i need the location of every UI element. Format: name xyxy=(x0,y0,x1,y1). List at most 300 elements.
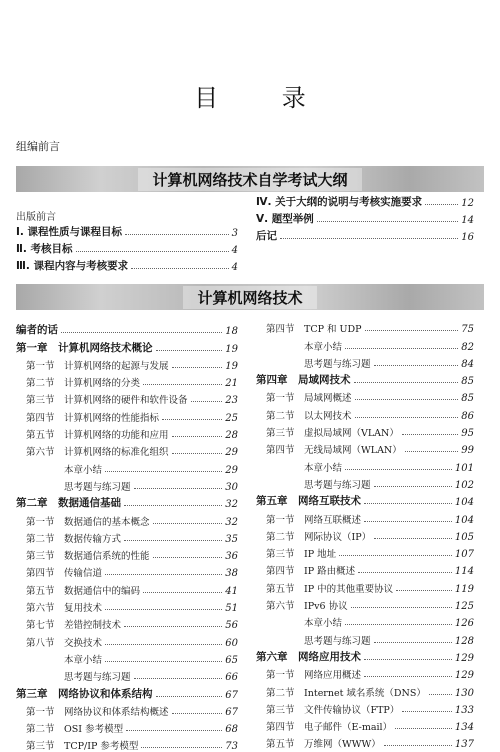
toc-page-number: 25 xyxy=(225,412,238,424)
toc-entry[interactable] xyxy=(256,209,474,226)
toc-page-number: 56 xyxy=(225,620,238,632)
toc-section-number: 第六节 xyxy=(26,447,55,459)
toc-leader-dots xyxy=(395,728,452,729)
toc-entry-label: Ⅱ. 考核目标 xyxy=(16,243,73,256)
toc-section-title: 思考题与练习题 xyxy=(304,479,371,491)
toc-entry-label xyxy=(256,667,361,681)
toc-entry-label xyxy=(256,321,362,335)
toc-section-title: 无线局域网（WLAN） xyxy=(304,445,402,457)
toc-leader-dots xyxy=(105,609,222,610)
toc-entry-label: 后记 xyxy=(256,229,277,242)
toc-section-number: 第一节 xyxy=(266,393,295,405)
toc-entry[interactable] xyxy=(256,404,474,421)
toc-section-number: 第五节 xyxy=(266,583,295,595)
toc-section-title: 本章小结 xyxy=(64,464,103,476)
page-title: 目 录 xyxy=(194,84,334,112)
toc-page-number: 82 xyxy=(461,341,474,353)
toc-leader-dots xyxy=(153,523,223,524)
toc-leader-dots xyxy=(126,730,222,731)
toc-page-number: 28 xyxy=(225,430,238,442)
toc-entry-label xyxy=(256,702,399,716)
toc-leader-dots xyxy=(402,711,452,712)
toc-entry[interactable] xyxy=(16,458,238,475)
toc-entry-label xyxy=(16,617,121,631)
toc-entry-label xyxy=(16,635,102,649)
syllabus-toc-right xyxy=(256,176,474,243)
toc-leader-dots xyxy=(345,348,458,349)
toc-page-number: 95 xyxy=(461,428,474,440)
toc-section-number: 第一节 xyxy=(266,514,295,526)
toc-page-number: 16 xyxy=(461,231,474,243)
toc-section-number: 第四节 xyxy=(266,445,295,457)
toc-section-number: 第五节 xyxy=(26,585,55,597)
toc-entry[interactable] xyxy=(256,595,474,612)
toc-entry-label xyxy=(256,546,336,560)
toc-entry[interactable] xyxy=(16,223,238,240)
syllabus-toc-left xyxy=(16,206,238,273)
toc-page-number: 21 xyxy=(225,378,238,390)
toc-entry-label: Ⅰ. 课程性质与课程目标 xyxy=(16,226,123,239)
toc-section-title: TCP/IP 参考模型 xyxy=(64,741,139,752)
toc-leader-dots xyxy=(143,384,222,385)
toc-entry-label xyxy=(256,736,381,750)
toc-leader-dots xyxy=(131,268,229,269)
toc-entry[interactable] xyxy=(256,456,474,473)
toc-section-number: 第四节 xyxy=(26,412,55,424)
toc-section-title: 数据通信的基本概念 xyxy=(64,516,150,528)
toc-leader-dots xyxy=(105,644,222,645)
toc-leader-dots xyxy=(76,251,229,252)
toc-page-number: 41 xyxy=(225,585,238,597)
toc-section-number: 第三节 xyxy=(26,741,55,752)
toc-page-number: 19 xyxy=(225,360,238,372)
toc-section-number: 第五节 xyxy=(26,430,55,442)
toc-entry[interactable] xyxy=(256,335,474,352)
toc-page-number: 102 xyxy=(454,479,474,491)
toc-entry[interactable] xyxy=(16,528,238,545)
toc-entry-label xyxy=(256,633,371,647)
toc-section-number: 第二节 xyxy=(266,531,295,543)
book-banner-title: 计算机网络技术 xyxy=(183,286,316,309)
toc-entry[interactable] xyxy=(256,716,474,733)
toc-entry-label xyxy=(256,685,426,699)
toc-page-number: 129 xyxy=(454,670,474,682)
book-banner xyxy=(16,284,484,310)
toc-entry[interactable] xyxy=(256,318,474,335)
toc-page-number: 35 xyxy=(225,533,238,545)
toc-leader-dots xyxy=(396,590,452,591)
toc-leader-dots xyxy=(374,365,459,366)
toc-leader-dots xyxy=(317,221,458,222)
toc-entry[interactable] xyxy=(256,439,474,456)
toc-entry-label xyxy=(16,600,102,614)
toc-section-title: 本章小结 xyxy=(304,341,343,353)
toc-entry-label: Ⅴ. 题型举例 xyxy=(256,213,314,226)
toc-page-number: 29 xyxy=(225,464,238,476)
toc-entry[interactable] xyxy=(256,353,474,370)
toc-leader-dots xyxy=(156,696,223,697)
toc-leader-dots xyxy=(162,419,222,420)
toc-entry[interactable] xyxy=(16,239,238,256)
toc-entry[interactable] xyxy=(256,647,474,664)
toc-entry-label xyxy=(256,477,371,491)
toc-page-number: 14 xyxy=(461,215,474,227)
toc-entry[interactable] xyxy=(16,718,238,735)
toc-entry-label xyxy=(16,738,138,752)
toc-leader-dots xyxy=(402,434,458,435)
toc-entry[interactable] xyxy=(16,441,238,458)
toc-leader-dots xyxy=(61,332,222,333)
book-toc-right xyxy=(256,318,474,750)
toc-entry-label xyxy=(16,548,150,562)
toc-entry-label xyxy=(256,615,342,629)
toc-section-number: 第二节 xyxy=(26,533,55,545)
toc-page-number: 99 xyxy=(461,445,474,457)
toc-section-number: 第六节 xyxy=(266,601,295,613)
toc-entry xyxy=(256,176,474,193)
toc-entry[interactable] xyxy=(256,422,474,439)
toc-entry-label xyxy=(256,408,352,422)
toc-entry-label xyxy=(16,444,169,458)
toc-page-number: 65 xyxy=(225,654,238,666)
toc-section-number: 第四节 xyxy=(26,568,55,580)
toc-section-title: 交换技术 xyxy=(64,637,103,649)
toc-entry-label xyxy=(16,462,102,476)
toc-page-number: 101 xyxy=(454,462,474,474)
toc-entry[interactable] xyxy=(16,562,238,579)
toc-entry[interactable] xyxy=(16,320,238,337)
toc-entry[interactable] xyxy=(256,733,474,750)
toc-page-number: 119 xyxy=(454,583,474,595)
toc-leader-dots xyxy=(172,713,223,714)
toc-entry-label xyxy=(16,514,150,528)
toc-leader-dots xyxy=(156,350,223,351)
toc-leader-dots xyxy=(191,401,223,402)
toc-section-title: 万维网（WWW） xyxy=(304,739,381,751)
toc-entry-label xyxy=(256,442,402,456)
toc-leader-dots xyxy=(105,661,222,662)
toc-section-title: 以太网技术 xyxy=(304,410,352,422)
toc-page-number: 23 xyxy=(225,395,238,407)
toc-entry-label xyxy=(256,390,352,404)
toc-section-title: 思考题与练习题 xyxy=(64,672,131,684)
toc-entry[interactable] xyxy=(256,387,474,404)
toc-entry[interactable] xyxy=(256,226,474,243)
toc-section-number: 第一节 xyxy=(26,360,55,372)
toc-entry[interactable] xyxy=(256,543,474,560)
toc-leader-dots xyxy=(354,382,459,383)
toc-page-number: 32 xyxy=(225,516,238,528)
toc-leader-dots xyxy=(345,624,452,625)
toc-leader-dots xyxy=(425,204,458,205)
toc-entry-label xyxy=(256,529,371,543)
toc-section-title: 复用技术 xyxy=(64,603,103,615)
toc-section-title: TCP 和 UDP xyxy=(304,324,362,336)
toc-leader-dots xyxy=(351,607,452,608)
toc-page-number: 4 xyxy=(231,261,238,273)
toc-entry-label: 出版前言 xyxy=(16,211,56,223)
toc-page-number: 85 xyxy=(461,376,474,388)
toc-entry[interactable] xyxy=(256,560,474,577)
toc-page-number: 128 xyxy=(454,635,474,647)
toc-section-title: IP 中的其他重要协议 xyxy=(304,583,394,595)
toc-entry[interactable] xyxy=(256,612,474,629)
toc-entry-label xyxy=(256,563,355,577)
toc-section-number: 第三节 xyxy=(266,428,295,440)
book-toc-left xyxy=(16,320,238,752)
toc-entry-label xyxy=(256,460,342,474)
toc-entry[interactable] xyxy=(16,389,238,406)
preface-entry[interactable]: 组编前言 xyxy=(16,140,60,153)
toc-page-number: 51 xyxy=(225,603,238,615)
toc-page-number: 104 xyxy=(454,497,474,509)
toc-entry[interactable] xyxy=(16,424,238,441)
toc-leader-dots xyxy=(172,367,223,368)
toc-section-number: 第一节 xyxy=(266,670,295,682)
toc-section-title: 本章小结 xyxy=(304,618,343,630)
toc-leader-dots xyxy=(124,626,222,627)
toc-entry[interactable] xyxy=(256,474,474,491)
toc-section-title: 计算机网络的分类 xyxy=(64,378,141,390)
toc-page-number: 134 xyxy=(454,722,474,734)
toc-leader-dots xyxy=(384,745,452,746)
toc-leader-dots xyxy=(374,538,452,539)
toc-entry-label xyxy=(256,425,399,439)
toc-leader-dots xyxy=(134,488,223,489)
toc-section-title: 计算机网络的标准化组织 xyxy=(64,447,169,459)
toc-section-title: 文件传输协议（FTP） xyxy=(304,704,400,716)
toc-page-number: 19 xyxy=(225,343,238,355)
toc-section-title: 网络协议和体系结构概述 xyxy=(64,706,169,718)
toc-page-number: 3 xyxy=(231,228,238,240)
toc-entry[interactable] xyxy=(256,681,474,698)
toc-entry[interactable] xyxy=(256,370,474,387)
toc-section-number: 第二节 xyxy=(266,410,295,422)
toc-page-number: 12 xyxy=(461,198,474,210)
toc-entry-label xyxy=(256,512,361,526)
toc-page-number: 105 xyxy=(454,531,474,543)
toc-section-title: 思考题与练习题 xyxy=(64,481,131,493)
toc-entry[interactable] xyxy=(16,372,238,389)
toc-entry-label: 第六章 网络应用技术 xyxy=(256,650,361,663)
toc-entry-label xyxy=(16,479,131,493)
toc-entry-label xyxy=(16,721,123,735)
toc-page-number: 67 xyxy=(225,689,238,701)
toc-section-title: 本章小结 xyxy=(64,654,103,666)
toc-section-number: 第八节 xyxy=(26,637,55,649)
toc-entry[interactable] xyxy=(16,337,238,354)
toc-entry[interactable] xyxy=(256,577,474,594)
toc-section-title: 差错控制技术 xyxy=(64,620,122,632)
toc-page-number: 30 xyxy=(225,481,238,493)
toc-entry-label xyxy=(16,375,140,389)
toc-leader-dots xyxy=(339,555,452,556)
toc-entry-label xyxy=(16,565,102,579)
toc-leader-dots xyxy=(429,694,452,695)
toc-page-number: 29 xyxy=(225,447,238,459)
syllabus-banner-title: 计算机网络技术自学考试大纲 xyxy=(138,168,361,191)
toc-section-title: Internet 域名系统（DNS） xyxy=(304,687,426,699)
toc-entry[interactable] xyxy=(16,206,238,223)
toc-entry-label xyxy=(256,598,348,612)
toc-entry-label xyxy=(256,581,393,595)
toc-leader-dots xyxy=(134,678,223,679)
toc-leader-dots xyxy=(124,505,222,506)
toc-entry[interactable] xyxy=(16,493,238,510)
toc-entry-label xyxy=(16,669,131,683)
toc-leader-dots xyxy=(105,471,222,472)
toc-entry-label: 第二章 数据通信基础 xyxy=(16,497,121,510)
toc-entry-label xyxy=(16,358,169,372)
toc-page-number: 38 xyxy=(225,568,238,580)
toc-leader-dots xyxy=(405,451,459,452)
toc-leader-dots xyxy=(125,234,229,235)
toc-leader-dots xyxy=(280,238,458,239)
toc-entry[interactable] xyxy=(16,683,238,700)
toc-section-number: 第四节 xyxy=(266,722,295,734)
toc-page-number: 18 xyxy=(225,326,238,338)
toc-page-number: 4 xyxy=(231,245,238,257)
toc-section-title: IP 路由概述 xyxy=(304,566,356,578)
toc-leader-dots xyxy=(355,399,459,400)
toc-page-number: 114 xyxy=(454,566,474,578)
toc-page-number: 125 xyxy=(454,601,474,613)
toc-leader-dots xyxy=(105,574,222,575)
toc-entry-label xyxy=(16,427,169,441)
toc-section-number: 第二节 xyxy=(26,378,55,390)
toc-entry-label: 第一章 计算机网络技术概论 xyxy=(16,341,153,354)
toc-entry[interactable] xyxy=(16,701,238,718)
toc-leader-dots xyxy=(364,659,452,660)
toc-entry[interactable] xyxy=(256,491,474,508)
toc-entry[interactable] xyxy=(16,735,238,752)
toc-entry[interactable] xyxy=(16,406,238,423)
toc-entry-label: 第五章 网络互联技术 xyxy=(256,495,361,508)
toc-section-title: 电子邮件（E-mail） xyxy=(304,722,393,734)
toc-section-title: 计算机网络的硬件和软件设备 xyxy=(64,395,188,407)
toc-leader-dots xyxy=(364,503,452,504)
toc-entry-label xyxy=(16,531,121,545)
toc-leader-dots xyxy=(365,330,459,331)
toc-entry-label xyxy=(256,356,371,370)
toc-entry-label xyxy=(256,339,342,353)
toc-page-number: 36 xyxy=(225,551,238,563)
toc-section-title: 计算机网络的性能指标 xyxy=(64,412,160,424)
toc-page-number: 107 xyxy=(454,549,474,561)
toc-entry[interactable] xyxy=(16,614,238,631)
toc-page-number: 32 xyxy=(225,499,238,511)
toc-leader-dots xyxy=(172,436,223,437)
toc-page-number: 86 xyxy=(461,410,474,422)
toc-entry[interactable] xyxy=(256,664,474,681)
toc-entry[interactable] xyxy=(16,256,238,273)
toc-leader-dots xyxy=(364,676,452,677)
toc-section-number: 第一节 xyxy=(26,516,55,528)
toc-page-number: 130 xyxy=(454,687,474,699)
toc-page-number: 66 xyxy=(225,672,238,684)
toc-entry-label xyxy=(16,410,159,424)
toc-entry-label: Ⅲ. 课程内容与考核要求 xyxy=(16,259,129,272)
toc-leader-dots xyxy=(141,747,222,748)
toc-entry-label: 第四章 局域网技术 xyxy=(256,374,351,387)
toc-section-title: OSI 参考模型 xyxy=(64,724,124,736)
toc-entry[interactable] xyxy=(256,629,474,646)
toc-page-number: 73 xyxy=(225,741,238,752)
toc-leader-dots xyxy=(124,540,222,541)
toc-section-number: 第六节 xyxy=(26,603,55,615)
toc-section-number: 第四节 xyxy=(266,324,295,336)
toc-section-title: 数据通信系统的性能 xyxy=(64,551,150,563)
toc-page-number: 133 xyxy=(454,704,474,716)
toc-page-number: 129 xyxy=(454,652,474,664)
toc-section-title: 计算机网络的功能和应用 xyxy=(64,430,169,442)
toc-page-number: 126 xyxy=(454,618,474,630)
toc-section-title: 计算机网络的起源与发展 xyxy=(64,360,169,372)
toc-section-number: 第二节 xyxy=(26,724,55,736)
toc-entry[interactable] xyxy=(256,699,474,716)
toc-page-number: 60 xyxy=(225,637,238,649)
toc-entry[interactable] xyxy=(256,508,474,525)
toc-entry[interactable] xyxy=(16,666,238,683)
toc-section-title: 局域网概述 xyxy=(304,393,352,405)
toc-section-title: 传输信道 xyxy=(64,568,103,580)
toc-entry[interactable] xyxy=(16,579,238,596)
toc-section-title: 网络互联概述 xyxy=(304,514,362,526)
toc-page-number: 75 xyxy=(461,324,474,336)
toc-page-number: 85 xyxy=(461,393,474,405)
toc-entry-label xyxy=(16,704,169,718)
toc-section-number: 第四节 xyxy=(266,566,295,578)
toc-entry[interactable] xyxy=(256,193,474,210)
toc-leader-dots xyxy=(374,486,452,487)
toc-section-title: 网络应用概述 xyxy=(304,670,362,682)
toc-page-number: 68 xyxy=(225,724,238,736)
toc-section-number: 第七节 xyxy=(26,620,55,632)
toc-entry[interactable] xyxy=(16,649,238,666)
toc-leader-dots xyxy=(172,453,223,454)
toc-leader-dots xyxy=(345,469,452,470)
toc-entry-label xyxy=(16,652,102,666)
toc-page-number: 84 xyxy=(461,358,474,370)
toc-entry-label: 编者的话 xyxy=(16,324,58,337)
toc-section-number: 第三节 xyxy=(266,549,295,561)
toc-leader-dots xyxy=(364,521,452,522)
toc-leader-dots xyxy=(143,592,222,593)
toc-section-number: 第三节 xyxy=(26,551,55,563)
toc-entry[interactable] xyxy=(16,545,238,562)
toc-section-number: 第五节 xyxy=(266,739,295,751)
toc-section-title: 数据传输方式 xyxy=(64,533,122,545)
toc-entry[interactable] xyxy=(16,476,238,493)
toc-section-number: 第二节 xyxy=(266,687,295,699)
toc-leader-dots xyxy=(153,557,223,558)
toc-section-number: 第三节 xyxy=(266,704,295,716)
toc-entry-label xyxy=(256,719,392,733)
toc-entry[interactable] xyxy=(16,597,238,614)
toc-section-title: 思考题与练习题 xyxy=(304,358,371,370)
toc-section-title: 思考题与练习题 xyxy=(304,635,371,647)
toc-entry[interactable] xyxy=(16,510,238,527)
toc-section-title: 虚拟局域网（VLAN） xyxy=(304,428,399,440)
toc-entry-label xyxy=(16,583,140,597)
toc-leader-dots xyxy=(358,572,452,573)
toc-entry[interactable] xyxy=(16,631,238,648)
toc-section-title: IP 地址 xyxy=(304,549,337,561)
toc-entry[interactable] xyxy=(16,355,238,372)
toc-section-title: 数据通信中的编码 xyxy=(64,585,141,597)
toc-entry[interactable] xyxy=(256,526,474,543)
toc-leader-dots xyxy=(374,642,452,643)
